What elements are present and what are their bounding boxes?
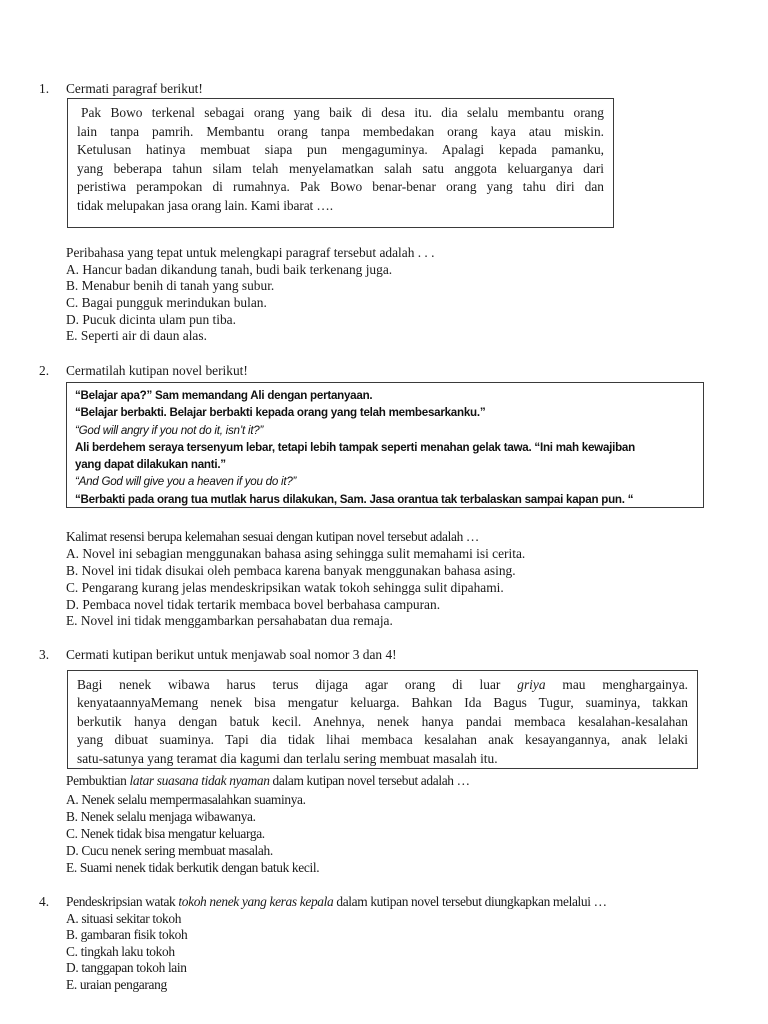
prompt-text: Pendeskripsian watak xyxy=(66,894,179,909)
question-instruction: Cermati paragraf berikut! xyxy=(66,81,203,96)
passage-line: yang beberapa tahun silam telah menyelamatkan salah satu anggota keluarganya dari xyxy=(77,160,604,176)
option-b[interactable]: B. Novel ini tidak disukai oleh pembaca karena banyak menggunakan bahasa asing. xyxy=(66,563,516,578)
option-c[interactable]: C. Pengarang kurang jelas mendeskripsikan watak tokoh sehingga sulit dipahami. xyxy=(66,580,504,595)
option-b[interactable]: B. Menabur benih di tanah yang subur. xyxy=(66,278,275,293)
option-d[interactable]: D. Pembaca novel tidak tertarik membaca bovel berbahasa campuran. xyxy=(66,597,441,612)
passage-line: tidak melupakan jasa orang lain. Kami ibarat …. xyxy=(77,197,333,213)
quote-line: “And God will give you a heaven if you do it?” xyxy=(75,475,297,489)
option-d[interactable]: D. tanggapan tokoh lain xyxy=(66,960,187,975)
passage-line: lain tanpa pamrih. Membantu orang tanpa membedakan orang kaya atau miskin. xyxy=(77,123,604,139)
option-a[interactable]: A. Nenek selalu mempermasalahkan suaminya. xyxy=(66,792,306,807)
question-number: 2. xyxy=(39,363,50,378)
option-e[interactable]: E. Novel ini tidak menggambarkan persahabatan dua remaja. xyxy=(66,613,393,628)
question-instruction: Cermati kutipan berikut untuk menjawab soal nomor 3 dan 4! xyxy=(66,647,397,662)
question-prompt: Peribahasa yang tepat untuk melengkapi paragraf tersebut adalah . . . xyxy=(66,245,435,260)
quote-line: “Berbakti pada orang tua mutlak harus dilakukan, Sam. Jasa orantua tak terbalaskan sampai kapan pun. “ xyxy=(75,492,634,506)
option-d[interactable]: D. Pucuk dicinta ulam pun tiba. xyxy=(66,312,236,327)
excerpt-line: yang dibuat suaminya. Tapi dia tidak lihai membaca kesalahan anak kesayangannya, anak lelaki xyxy=(77,732,688,748)
excerpt-text: mau menghargainya. xyxy=(545,677,688,692)
option-e[interactable]: E. Suami nenek tidak berkutik dengan batuk kecil. xyxy=(66,860,320,875)
quote-line: “Belajar berbakti. Belajar berbakti kepada orang yang telah membesarkanku.” xyxy=(75,406,486,420)
excerpt-text: Bagi nenek wibawa harus terus dijaga agar orang di luar xyxy=(77,677,518,692)
prompt-text: Pembuktian xyxy=(66,773,130,788)
quote-line: Ali berdehem seraya tersenyum lebar, tetapi lebih tampak seperti menahan gelak tawa. “Ini mah kewajiban xyxy=(75,440,635,454)
question-instruction: Cermatilah kutipan novel berikut! xyxy=(66,363,248,378)
option-e[interactable]: E. uraian pengarang xyxy=(66,977,167,992)
option-a[interactable]: A. Novel ini sebagian menggunakan bahasa asing sehingga sulit memahami isi cerita. xyxy=(66,546,526,561)
option-c[interactable]: C. Bagai pungguk merindukan bulan. xyxy=(66,295,267,310)
option-c[interactable]: C. tingkah laku tokoh xyxy=(66,944,175,959)
excerpt-line: kenyataannyaMemang nenek bisa mengatur keluarga. Bahkan Ida Bagus Tugur, suaminya, takkan xyxy=(77,695,688,711)
option-b[interactable]: B. gambaran fisik tokoh xyxy=(66,927,188,942)
option-b[interactable]: B. Nenek selalu menjaga wibawanya. xyxy=(66,809,256,824)
passage-line: Ketulusan hatinya membuat siapa pun mengaguminya. Apalagi kepada pamanku, xyxy=(77,142,604,158)
prompt-text: dalam kutipan novel tersebut adalah … xyxy=(269,773,470,788)
prompt-text: dalam kutipan novel tersebut diungkapkan melalui … xyxy=(333,894,607,909)
passage-line: Pak Bowo terkenal sebagai orang yang baik di desa itu. dia selalu membantu orang xyxy=(81,105,604,120)
option-a[interactable]: A. Hancur badan dikandung tanah, budi baik terkenang juga. xyxy=(66,262,393,277)
passage-box xyxy=(67,98,614,228)
passage-line: peristiwa perampokan di rumahnya. Pak Bowo benar-benar orang yang tahu diri dan xyxy=(77,179,604,195)
quote-line: “Belajar apa?” Sam memandang Ali dengan pertanyaan. xyxy=(75,389,373,402)
quote-line: “God will angry if you not do it, isn’t it?” xyxy=(75,423,264,437)
novel-excerpt-box xyxy=(67,670,698,769)
question-prompt: Kalimat resensi berupa kelemahan sesuai dengan kutipan novel tersebut adalah … xyxy=(66,529,479,544)
question-prompt xyxy=(66,893,607,910)
question-number: 4. xyxy=(39,894,50,909)
prompt-italic: latar suasana tidak nyaman xyxy=(129,773,270,788)
quote-line: yang dapat dilakukan nanti.” xyxy=(75,458,226,472)
option-c[interactable]: C. Nenek tidak bisa mengatur keluarga. xyxy=(66,826,265,841)
excerpt-line: berkutik hanya dengan batuk kecil. Anehnya, nenek hanya pandai membaca kesalahan-kesalahan xyxy=(77,713,688,729)
option-a[interactable]: A. situasi sekitar tokoh xyxy=(66,911,182,926)
option-e[interactable]: E. Seperti air di daun alas. xyxy=(66,328,207,343)
question-number: 3. xyxy=(39,647,50,662)
question-number: 1. xyxy=(39,81,50,96)
option-d[interactable]: D. Cucu nenek sering membuat masalah. xyxy=(66,843,273,858)
question-prompt xyxy=(66,772,470,789)
excerpt-line: satu-satunya yang teramat dia kagumi dan terlalu sering membuat masalah itu. xyxy=(77,750,498,766)
excerpt-italic-word: griya xyxy=(517,677,546,692)
novel-quote-box xyxy=(66,382,704,508)
excerpt-line xyxy=(77,676,688,694)
prompt-italic: tokoh nenek yang keras kepala xyxy=(178,894,334,909)
